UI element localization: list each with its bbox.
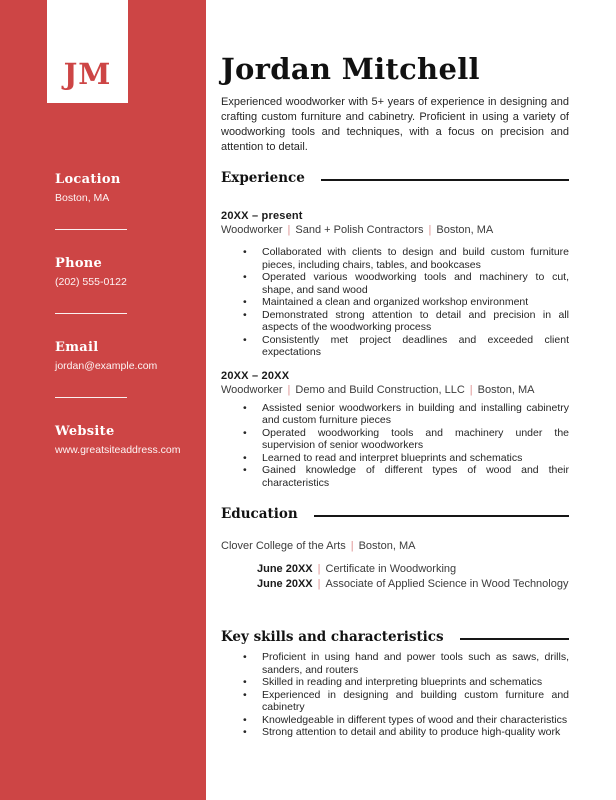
contact-location: [55, 172, 173, 205]
job2-title: Woodworker: [221, 383, 283, 396]
website-label: Website: [55, 424, 115, 439]
skills-title: Key skills and characteristics: [221, 629, 444, 645]
pipe-separator: |: [287, 224, 291, 236]
contact-phone: [55, 256, 173, 289]
bullet-item: • Learned to read and interpret blueprints and schematics: [221, 452, 569, 465]
pipe-separator: |: [317, 577, 321, 590]
job1-company: Sand + Polish Contractors: [295, 224, 424, 236]
bullet-item: • Strong attention to detail and ability to produce high-quality work: [221, 726, 569, 739]
education-header: [221, 506, 569, 523]
bullet-item: • Maintained a clean and organized workshop environment: [221, 296, 569, 309]
contact-email: [55, 340, 173, 373]
school-name: Clover College of the Arts: [221, 540, 346, 552]
job1-subtitle: [221, 223, 569, 237]
job1-title: Woodworker: [221, 224, 283, 236]
monogram-box: [47, 0, 128, 103]
skills-bullets: [221, 651, 569, 739]
bullet-item: • Gained knowledge of different types of wood and their characteristics: [221, 464, 569, 489]
section-rule: [460, 638, 569, 640]
email-label: Email: [55, 340, 99, 355]
experience-title: Experience: [221, 170, 305, 186]
job2-bullets: [221, 402, 569, 490]
education-entry: [221, 562, 569, 577]
bullet-item: • Demonstrated strong attention to detail and precision in all aspects of the woodworking process: [221, 309, 569, 334]
contact-info: [55, 172, 181, 457]
education-degree: Associate of Applied Science in Wood Technology: [325, 577, 569, 590]
section-rule: [321, 179, 569, 181]
bullet-item: • Experienced in designing and building custom furniture and cabinetry: [221, 689, 569, 714]
bullet-item: • Assisted senior woodworkers in building and installing cabinetry and custom furniture pieces: [221, 402, 569, 427]
job2-location: Boston, MA: [477, 383, 535, 396]
education-section: [221, 506, 569, 591]
job2-company: Demo and Build Construction, LLC: [295, 383, 465, 396]
experience-header: [221, 170, 569, 187]
job2-subtitle: [221, 383, 569, 397]
pipe-separator: |: [469, 383, 473, 396]
sidebar-divider: [55, 397, 127, 398]
location-value: Boston, MA: [55, 192, 110, 204]
pipe-separator: |: [287, 383, 291, 396]
phone-value: (202) 555-0122: [55, 276, 127, 288]
website-value: www.greatsiteaddress.com: [55, 444, 181, 456]
section-rule: [314, 515, 569, 517]
bullet-item: • Operated various woodworking tools and machinery to cut, shape, and sand wood: [221, 271, 569, 296]
job1-bullets: [221, 246, 569, 359]
education-entry: [221, 577, 569, 592]
school-location: Boston, MA: [358, 540, 416, 552]
monogram-initials: JM: [63, 57, 112, 91]
summary-paragraph: Experienced woodworker with 5+ years of experience in designing and crafting custom furniture and cabinetry. Proficient in using a variety of woodworking tools and techniques, with a focus on precision and attention to detail.: [221, 96, 569, 153]
pipe-separator: |: [350, 540, 354, 552]
contact-website: [55, 424, 181, 457]
education-school-line: [221, 539, 569, 554]
sidebar-divider: [55, 229, 127, 230]
job1-location: Boston, MA: [436, 224, 494, 236]
job1-dates: 20XX – present: [221, 210, 303, 222]
education-date: June 20XX: [257, 563, 313, 575]
pipe-separator: |: [428, 224, 432, 236]
candidate-name: Jordan Mitchell: [221, 52, 480, 86]
bullet-item: • Collaborated with clients to design and build custom furniture pieces, including chairs, tables, and bookcases: [221, 246, 569, 271]
bullet-item: • Operated woodworking tools and machinery under the supervision of senior woodworkers: [221, 427, 569, 452]
education-entries: [221, 562, 569, 591]
sidebar-divider: [55, 313, 127, 314]
skills-section: [221, 629, 569, 739]
bullet-item: • Consistently met project deadlines and exceeded client expectations: [221, 334, 569, 359]
resume-body: [221, 0, 569, 800]
skills-header: [221, 629, 569, 646]
job2-dates: 20XX – 20XX: [221, 369, 290, 382]
sidebar: [0, 0, 206, 800]
email-value: jordan@example.com: [55, 360, 158, 372]
education-degree: Certificate in Woodworking: [325, 563, 457, 575]
bullet-item: • Skilled in reading and interpreting blueprints and schematics: [221, 676, 569, 689]
bullet-item: • Proficient in using hand and power tools such as saws, drills, sanders, and routers: [221, 651, 569, 676]
location-label: Location: [55, 172, 121, 187]
experience-section: [221, 170, 569, 489]
education-title: Education: [221, 506, 298, 522]
bullet-item: • Knowledgeable in different types of wood and their characteristics: [221, 714, 569, 727]
phone-label: Phone: [55, 256, 103, 271]
pipe-separator: |: [317, 563, 321, 575]
education-date: June 20XX: [257, 577, 313, 590]
